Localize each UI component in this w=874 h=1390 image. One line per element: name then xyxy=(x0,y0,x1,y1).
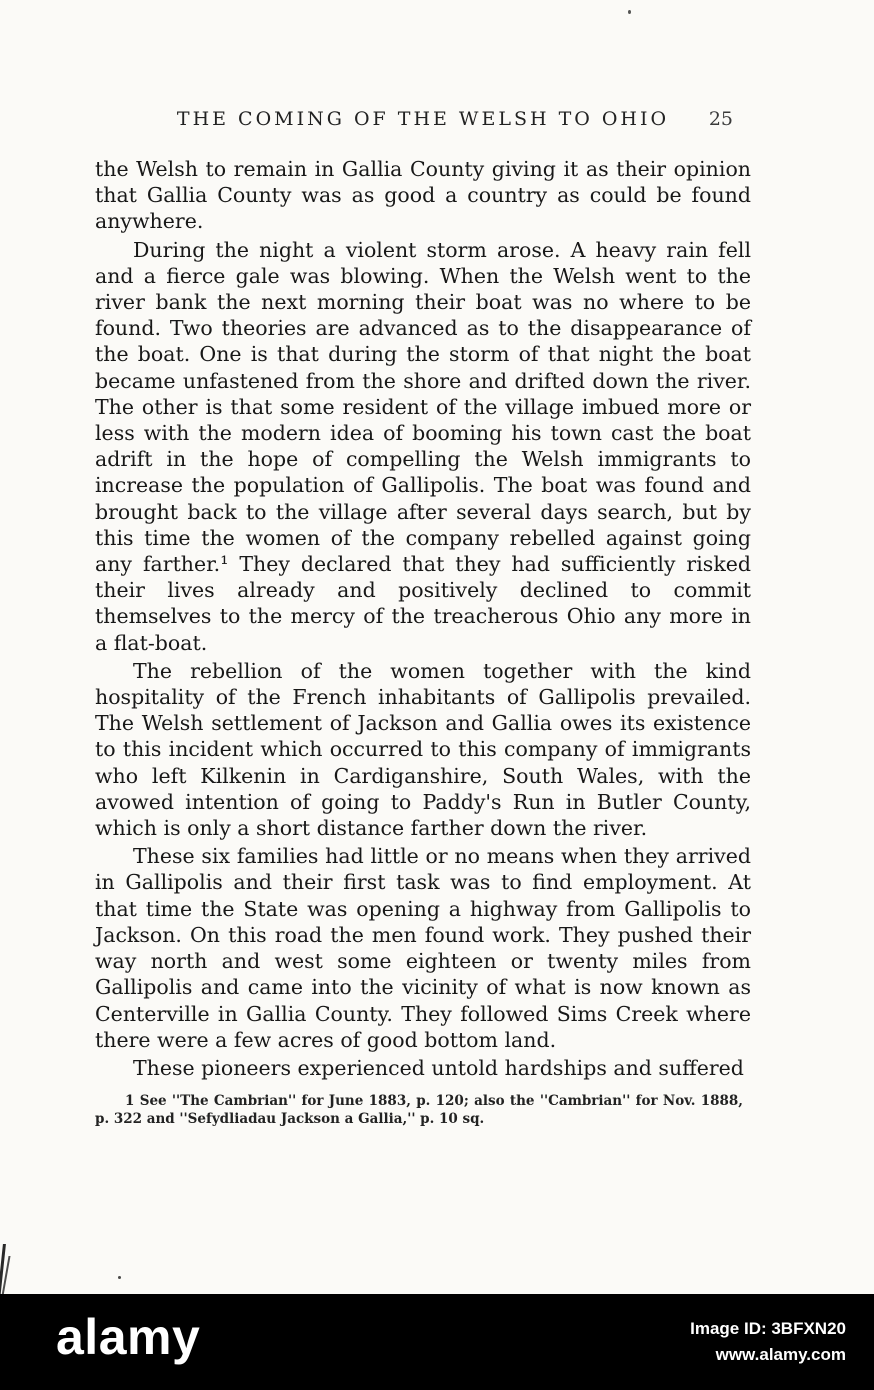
alamy-watermark-bar xyxy=(0,1294,874,1390)
paragraph: These pioneers experienced untold hardships and suffered xyxy=(133,1055,744,1080)
alamy-info-block xyxy=(690,1316,846,1368)
paragraph: The rebellion of the women together with the kind hospitality of the French inhabitants of Gallipolis prevailed. The Welsh settlement of Jackson and Gallia owes its existence to this incident which occurred to this company of immigrants who left Kilkenin in Cardiganshire, South Wales, with the avowed intention of going to Paddy's Run in Butler County, which is only a short distance farther down the river. xyxy=(95,658,751,841)
alamy-logo: alamy xyxy=(56,1309,201,1365)
paragraph-continuation: the Welsh to remain in Gallia County giving it as their opinion that Gallia County was as good a country as could be found anywhere. xyxy=(95,157,751,234)
page-number: 25 xyxy=(708,108,733,130)
image-id-text: Image ID: 3BFXN20 xyxy=(690,1319,846,1338)
page-header xyxy=(95,108,751,134)
alamy-url-text: www.alamy.com xyxy=(715,1345,846,1364)
page-body-text xyxy=(95,156,751,1130)
footnote: 1 See ''The Cambrian'' for June 1883, p. 120; also the ''Cambrian'' for Nov. 1888, p. 322 and ''Sefydliadau Jackson a Gallia,'' p. 10 sq. xyxy=(95,1093,743,1127)
page-title: THE COMING OF THE WELSH TO OHIO xyxy=(176,108,670,130)
scan-artifact-dot xyxy=(628,10,631,14)
paragraph: During the night a violent storm arose. A heavy rain fell and a fierce gale was blowing. When the Welsh went to the river bank the next morning their boat was no where to be found. Two theories are advanced as to the disappearance of the boat. One is that during the storm of that night the boat became unfastened from the shore and drifted down the river. The other is that some resident of the village imbued more or less with the modern idea of booming his town cast the boat adrift in the hope of compelling the Welsh immigrants to increase the population of Gallipolis. The boat was found and brought back to the village after several days search, but by this time the women of the company rebelled against going any farther.¹ They declared that they had sufficiently risked their lives already and positively declined to commit themselves to the mercy of the treacherous Ohio any more in a flat-boat. xyxy=(95,237,751,655)
paragraph: These six families had little or no means when they arrived in Gallipolis and their first task was to find employment. At that time the State was opening a highway from Gallipolis to Jackson. On this road the men found work. They pushed their way north and west some eighteen or twenty miles from Gallipolis and came into the vicinity of what is now known as Centerville in Gallia County. They followed Sims Creek where there were a few acres of good bottom land. xyxy=(95,844,751,1052)
scan-artifact-dot xyxy=(118,1276,121,1279)
